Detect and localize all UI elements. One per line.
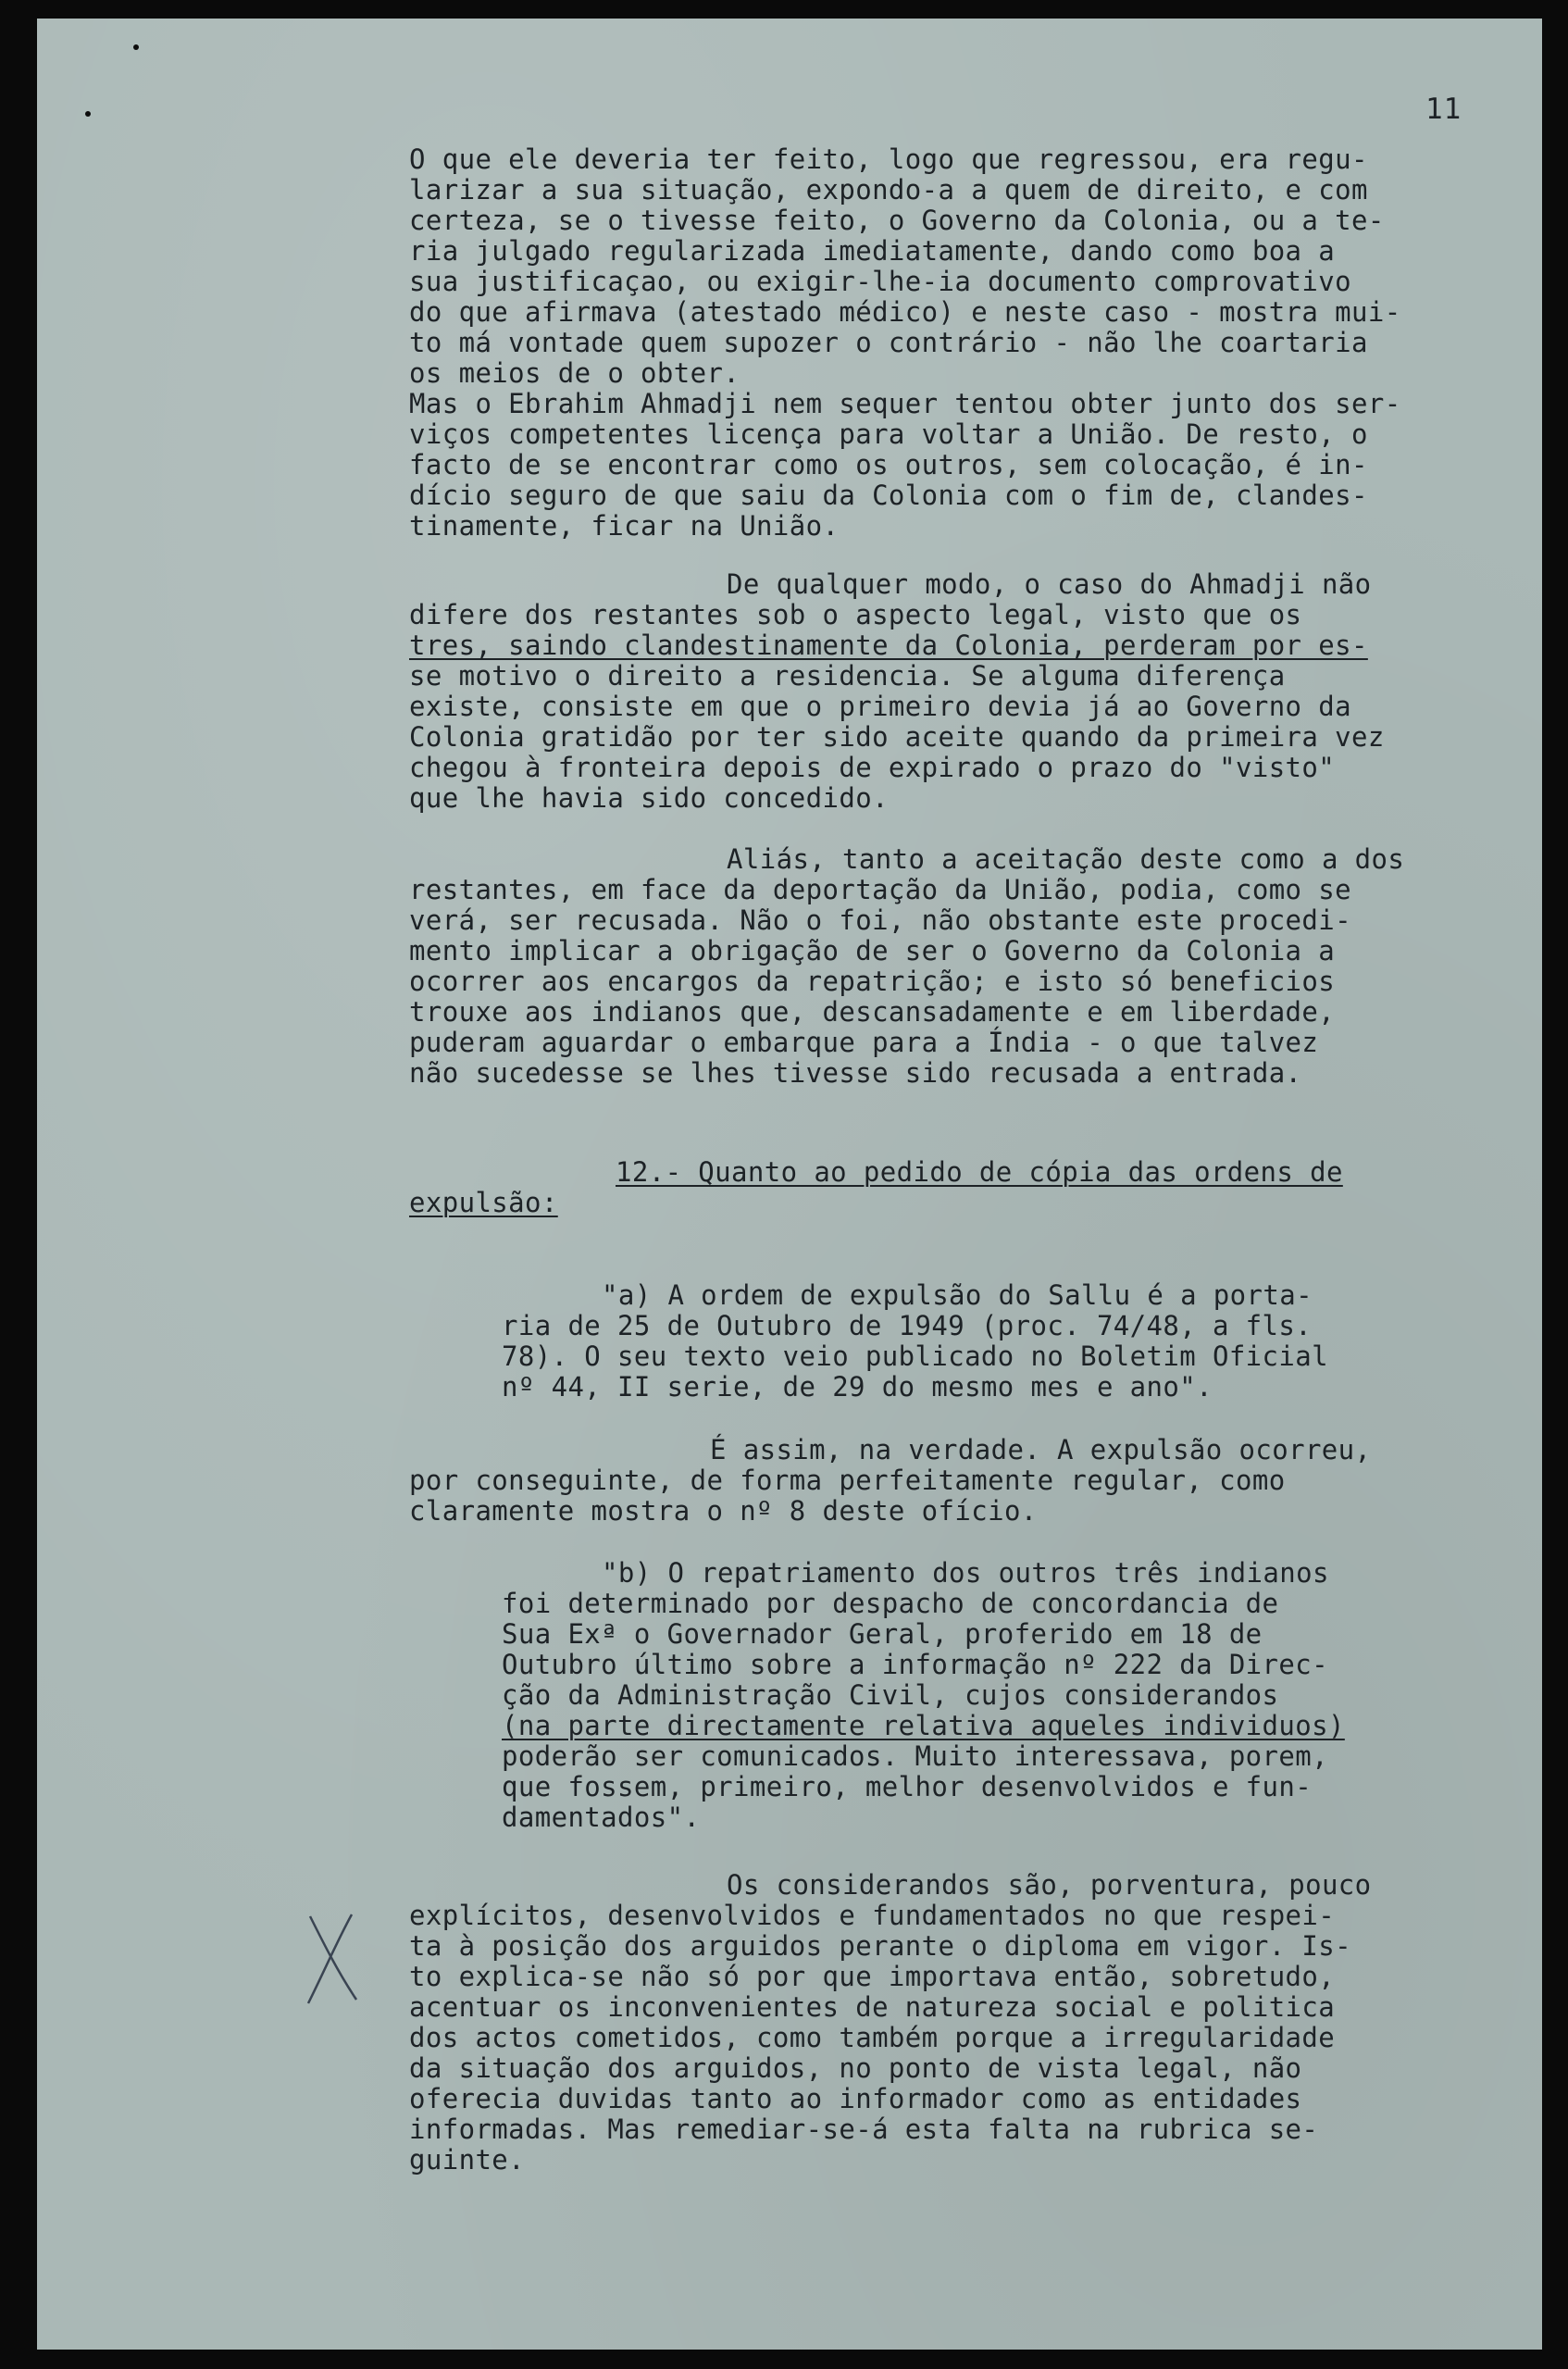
text-line: guinte. xyxy=(409,2144,526,2176)
text-line: trouxe aos indianos que, descansadamente e em liberdade, xyxy=(409,996,1336,1028)
text-line: É assim, na verdade. A expulsão ocorreu, xyxy=(710,1434,1372,1465)
text-line: explícitos, desenvolvidos e fundamentados no que respei- xyxy=(409,1900,1336,1931)
text-line: O que ele deveria ter feito, logo que regressou, era regu- xyxy=(409,143,1368,175)
text-line: Colonia gratidão por ter sido aceite quando da primeira vez xyxy=(409,721,1385,753)
text-line: Os considerandos são, porventura, pouco xyxy=(727,1869,1372,1901)
text-line: foi determinado por despacho de concordancia de xyxy=(502,1588,1279,1619)
text-line: sua justificaçao, ou exigir-lhe-ia documento comprovativo xyxy=(409,266,1351,297)
text-line: informadas. Mas remediar-se-á esta falta na rubrica se- xyxy=(409,2113,1319,2145)
text-line: por conseguinte, de forma perfeitamente regular, como xyxy=(409,1465,1286,1496)
text-line: larizar a sua situação, expondo-a a quem de direito, e com xyxy=(409,174,1368,206)
text-line: ria julgado regularizada imediatamente, dando como boa a xyxy=(409,235,1336,267)
text-line: tinamente, ficar na União. xyxy=(409,510,840,542)
text-line: "b) O repatriamento dos outros três indianos xyxy=(602,1557,1329,1589)
heading-line: expulsão: xyxy=(409,1187,558,1218)
text-line: viços competentes licença para voltar a União. De resto, o xyxy=(409,418,1368,450)
text-line: Sua Exª o Governador Geral, proferido em 18 de xyxy=(502,1618,1263,1650)
text-line: facto de se encontrar como os outros, sem colocação, é in- xyxy=(409,449,1368,480)
text-line: se motivo o direito a residencia. Se alguma diferença xyxy=(409,660,1286,692)
text-line: dos actos cometidos, como também porque a irregularidade xyxy=(409,2022,1336,2053)
punch-dot xyxy=(85,111,91,117)
text-line: dício seguro de que saiu da Colonia com o fim de, clandes- xyxy=(409,480,1368,511)
text-line: De qualquer modo, o caso do Ahmadji não xyxy=(727,568,1372,600)
text-line: mento implicar a obrigação de ser o Governo da Colonia a xyxy=(409,935,1336,966)
text-line: existe, consiste em que o primeiro devia já ao Governo da xyxy=(409,691,1351,722)
text-line-underlined: tres, saindo clandestinamente da Colonia, perderam por es- xyxy=(409,630,1368,661)
text-line: nº 44, II serie, de 29 do mesmo mes e ano". xyxy=(502,1371,1213,1403)
document-page xyxy=(37,19,1542,2350)
text-line: Mas o Ebrahim Ahmadji nem sequer tentou obter junto dos ser- xyxy=(409,388,1401,419)
heading-line: 12.- Quanto ao pedido de cópia das ordens de xyxy=(616,1156,1343,1188)
text-line: que fossem, primeiro, melhor desenvolvidos e fun- xyxy=(502,1771,1313,1802)
text-line: do que afirmava (atestado médico) e neste caso - mostra mui- xyxy=(409,296,1401,328)
text-line: da situação dos arguidos, no ponto de vista legal, não xyxy=(409,2052,1302,2084)
text-line: acentuar os inconvenientes de natureza social e politica xyxy=(409,1991,1336,2023)
text-line: ria de 25 de Outubro de 1949 (proc. 74/48, a fls. xyxy=(502,1310,1313,1341)
text-line: chegou à fronteira depois de expirado o prazo do "visto" xyxy=(409,752,1336,783)
text-line: "a) A ordem de expulsão do Sallu é a porta- xyxy=(602,1279,1313,1311)
text-line: to explica-se não só por que importava então, sobretudo, xyxy=(409,1961,1336,1992)
text-line: ocorrer aos encargos da repatrição; e isto só beneficios xyxy=(409,966,1336,997)
text-line-underlined: (na parte directamente relativa aqueles individuos) xyxy=(502,1710,1345,1741)
text-line: os meios de o obter. xyxy=(409,357,740,389)
text-line: claramente mostra o nº 8 deste ofício. xyxy=(409,1495,1038,1527)
text-line: ção da Administração Civil, cujos considerandos xyxy=(502,1679,1279,1711)
text-line: Outubro último sobre a informação nº 222 da Direc- xyxy=(502,1649,1328,1680)
text-line: 78). O seu texto veio publicado no Boletim Oficial xyxy=(502,1340,1328,1372)
text-line: certeza, se o tivesse feito, o Governo da Colonia, ou a te- xyxy=(409,205,1385,236)
punch-dot xyxy=(133,44,139,50)
text-line: difere dos restantes sob o aspecto legal, visto que os xyxy=(409,599,1302,630)
text-line: oferecia duvidas tanto ao informador como as entidades xyxy=(409,2083,1302,2114)
text-line: puderam aguardar o embarque para a Índia - o que talvez xyxy=(409,1027,1319,1058)
page-number: 11 xyxy=(1425,93,1462,126)
text-line: damentados". xyxy=(502,1802,701,1833)
text-line: Aliás, tanto a aceitação deste como a dos xyxy=(727,843,1405,875)
text-line: não sucedesse se lhes tivesse sido recusada a entrada. xyxy=(409,1057,1302,1089)
text-line: ta à posição dos arguidos perante o diploma em vigor. Is- xyxy=(409,1930,1351,1962)
text-line: poderão ser comunicados. Muito interessava, porem, xyxy=(502,1740,1328,1772)
text-line: verá, ser recusada. Não o foi, não obstante este procedi- xyxy=(409,904,1351,936)
text-line: to má vontade quem supozer o contrário - não lhe coartaria xyxy=(409,327,1368,358)
pencil-cross-mark xyxy=(292,1907,375,2009)
text-line: restantes, em face da deportação da União, podia, como se xyxy=(409,874,1351,905)
text-line: que lhe havia sido concedido. xyxy=(409,782,889,814)
